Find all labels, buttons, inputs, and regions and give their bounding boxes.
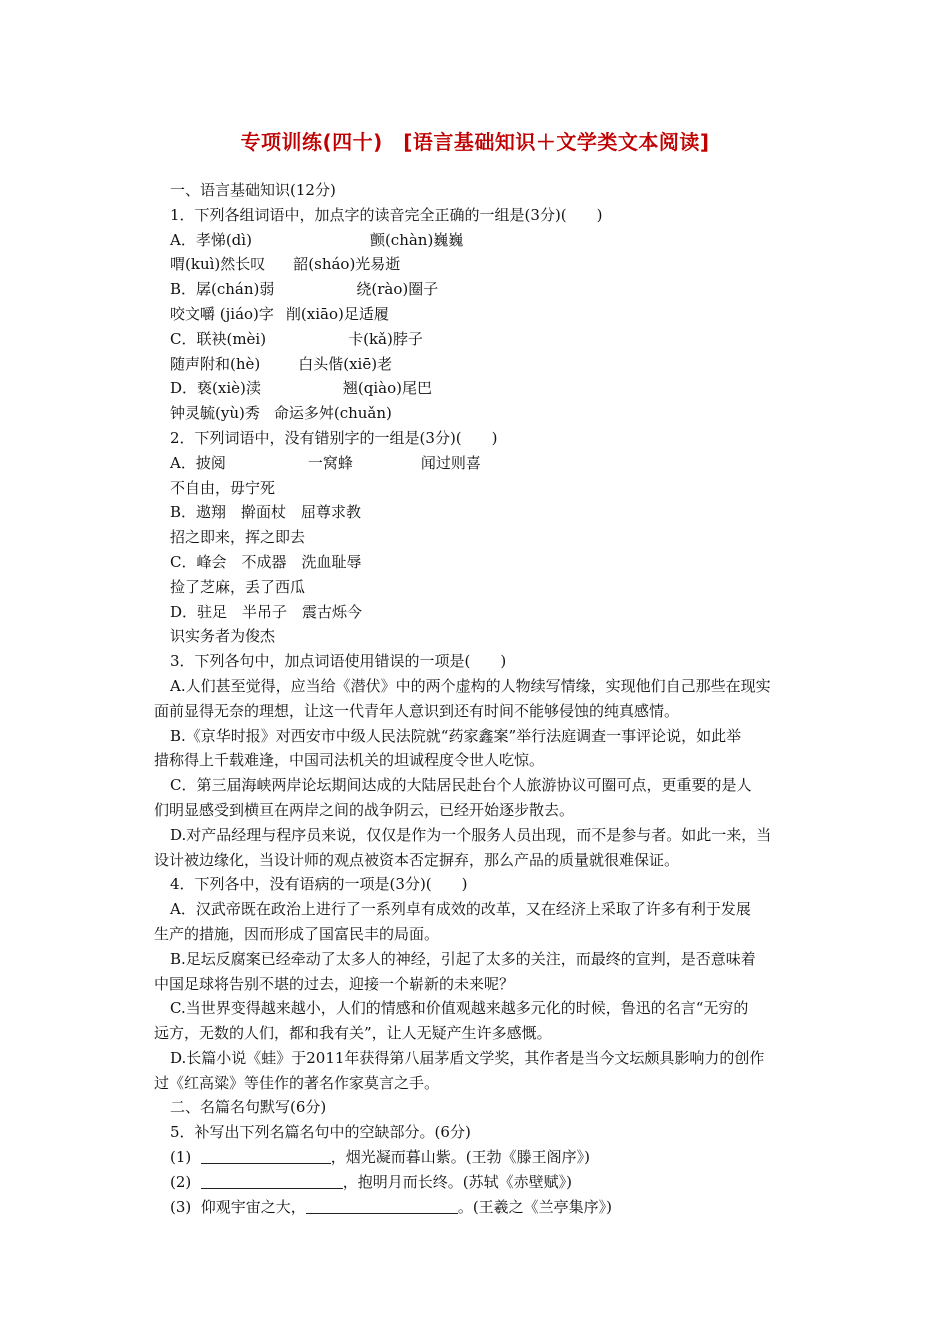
option-line [170, 352, 820, 377]
option-text: 卡(kǎ)脖子 [348, 329, 423, 348]
option-text: 随声附和(hè) [170, 354, 261, 373]
item-number: (2) [170, 1172, 192, 1191]
item-number: (3) [170, 1197, 192, 1216]
option-text: 闻过则喜 [420, 453, 481, 472]
option-text: 翘(qiào)尾巴 [342, 379, 432, 398]
option-text: 颤(chàn)巍巍 [369, 230, 464, 249]
section-heading: 一、语言基础知识(12分) [170, 181, 336, 199]
paragraph-line: 中国足球将告别不堪的过去，迎接一个崭新的未来呢？ [154, 974, 515, 993]
option-line [170, 401, 820, 426]
option-text: 一窝蜂 [307, 453, 353, 472]
option-text: A．孝悌(dì) [170, 230, 252, 249]
option-line [170, 228, 820, 253]
option-line: 捡了芝麻，丢了西瓜 [170, 577, 306, 596]
paragraph-line: B.《京华时报》对西安市中级人民法院就“药家鑫案”举行法庭调查一事评论说，如此举 [170, 726, 742, 745]
item-text: ，抱明月而长终。(苏轼《赤壁赋》) [342, 1172, 573, 1191]
option-text: B．孱(chán)弱 [170, 280, 275, 299]
paragraph-line: D.对产品经理与程序员来说，仅仅是作为一个服务人员出现，而不是参与者。如此一来，当 [170, 825, 772, 844]
option-line: C．峰会 不成器 洗血耻辱 [170, 552, 362, 571]
option-text: 命运多舛(chuǎn) [273, 404, 392, 423]
answer-blank[interactable] [201, 1172, 343, 1189]
item-text: ，烟光凝而暮山紫。(王勃《滕王阁序》) [330, 1148, 591, 1167]
option-line [170, 451, 820, 476]
paragraph-line: 过《红高粱》等佳作的著名作家莫言之手。 [154, 1073, 440, 1092]
paragraph-line: 设计被边缘化，当设计师的观点被资本否定摒弃，那么产品的质量就很难保证。 [154, 850, 680, 869]
answer-blank[interactable] [306, 1197, 458, 1214]
paragraph-line: 面前显得无奈的理想，让这一代青年人意识到还有时间不能够侵蚀的纯真感情。 [154, 701, 680, 720]
paragraph-line: 们明显感受到横亘在两岸之间的战争阴云，已经开始逐步散去。 [154, 800, 575, 819]
fill-item [170, 1170, 820, 1195]
paragraph-line: C．第三届海峡两岸论坛期间达成的大陆居民赴台个人旅游协议可圈可点，更重要的是人 [170, 776, 752, 795]
option-line: 招之即来，挥之即去 [170, 528, 306, 547]
question-stem: 1．下列各组词语中，加点字的读音完全正确的一组是(3分)( ) [170, 205, 603, 224]
option-line: B．遨翔 擀面杖 屈尊求教 [170, 503, 362, 522]
option-line: 不自由，毋宁死 [170, 478, 276, 497]
option-line [170, 327, 820, 352]
question-stem: 5．补写出下列名篇名句中的空缺部分。(6分) [170, 1123, 471, 1142]
fill-item [170, 1195, 820, 1220]
question-stem: 2．下列词语中，没有错别字的一组是(3分)( ) [170, 428, 498, 447]
question-stem: 3．下列各句中，加点词语使用错误的一项是( ) [170, 652, 507, 671]
option-line: D．驻足 半吊子 震古烁今 [170, 602, 363, 621]
item-text: 仰观宇宙之大， [200, 1197, 306, 1216]
option-text: 钟灵毓(yù)秀 [170, 404, 260, 423]
paragraph-line: A．汉武帝既在政治上进行了一系列卓有成效的改革，又在经济上采取了许多有利于发展 [170, 900, 751, 919]
option-text: 咬文嚼 (jiáo)字 [170, 304, 274, 323]
paragraph-line: 远方，无数的人们，都和我有关”，让人无疑产生许多感慨。 [154, 1024, 552, 1043]
paragraph-line: 生产的措施，因而形成了国富民丰的局面。 [154, 924, 440, 943]
item-text: 。(王羲之《兰亭集序》) [457, 1197, 613, 1216]
option-text: 韶(sháo)光易逝 [293, 255, 401, 274]
fill-item [170, 1145, 820, 1170]
paragraph-line: A.人们甚至觉得，应当给《潜伏》中的两个虚构的人物续写情缘，实现他们自己那些在现实 [170, 676, 771, 695]
page-title: 专项训练(四十) [语言基础知识＋文学类文本阅读] [240, 130, 710, 154]
option-text: 喟(kuì)然长叹 [170, 255, 266, 274]
option-text: 削(xiāo)足适履 [285, 304, 389, 323]
paragraph-line: B.足坛反腐案已经牵动了太多人的神经，引起了太多的关注，而最终的宣判，是否意味着 [170, 949, 756, 968]
option-text: A．披阅 [170, 453, 226, 472]
option-line [170, 302, 820, 327]
option-text: 白头偕(xiē)老 [298, 354, 393, 373]
option-text: C．联袂(mèi) [170, 329, 267, 348]
option-line [170, 252, 820, 277]
paragraph-line: D.长篇小说《蛙》于2011年获得第八届茅盾文学奖，其作者是当今文坛颇具影响力的创作 [170, 1048, 765, 1067]
document-body [154, 178, 820, 1219]
option-text: D．亵(xiè)渎 [170, 379, 261, 398]
option-text: 绕(rào)圈子 [356, 280, 439, 299]
option-line [170, 277, 820, 302]
option-line: 识实务者为俊杰 [170, 627, 276, 646]
answer-blank[interactable] [201, 1147, 331, 1164]
item-number: (1) [170, 1148, 192, 1167]
question-stem: 4．下列各中，没有语病的一项是(3分)( ) [170, 875, 468, 894]
option-line [170, 376, 820, 401]
paragraph-line: 措称得上千载难逢，中国司法机关的坦诚程度令世人吃惊。 [154, 751, 545, 770]
section-heading: 二、名篇名句默写(6分) [170, 1098, 327, 1117]
paragraph-line: C.当世界变得越来越小，人们的情感和价值观越来越多元化的时候，鲁迅的名言“无穷的 [170, 999, 749, 1018]
